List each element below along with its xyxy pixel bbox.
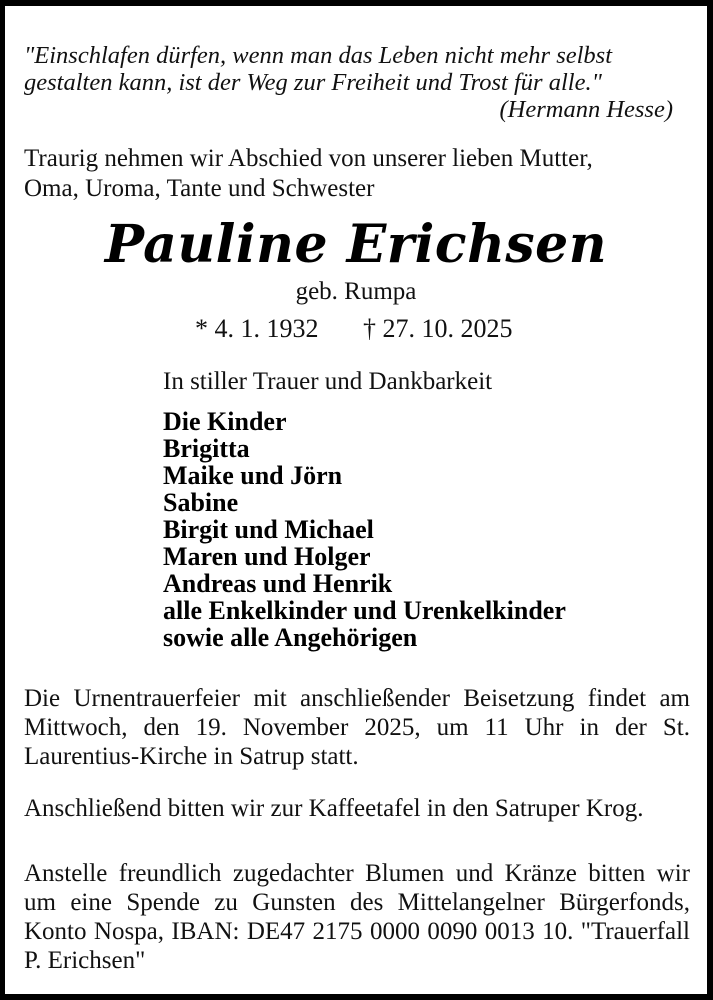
mourner-item: sowie alle Angehörigen bbox=[163, 623, 418, 652]
intro-line-1: Traurig nehmen wir Abschied von unserer lieben Mutter, bbox=[24, 145, 593, 172]
mourner-item: Sabine bbox=[163, 488, 239, 517]
mourner-item: Die Kinder bbox=[163, 407, 287, 436]
funeral-details: Die Urnentrauerfeier mit anschließender Beisetzung findet am Mittwoch, den 19. November 2025, um 11 Uhr in der St. Laurentius-Kirche in Satrup statt. bbox=[24, 685, 690, 770]
mourner-item: Andreas und Henrik bbox=[163, 569, 393, 598]
intro-line-2: Oma, Uroma, Tante und Schwester bbox=[24, 175, 375, 202]
mourning-heading: In stiller Trauer und Dankbarkeit bbox=[163, 368, 493, 395]
mourners-list bbox=[163, 408, 566, 651]
obituary-notice bbox=[5, 6, 707, 994]
reception-details: Anschließend bitten wir zur Kaffeetafel in den Satruper Krog. bbox=[24, 795, 644, 822]
quote-author: (Hermann Hesse) bbox=[499, 96, 673, 123]
birth-date: * 4. 1. 1932 bbox=[195, 314, 319, 343]
deceased-name: Pauline Erichsen bbox=[104, 214, 608, 275]
mourner-item: Maike und Jörn bbox=[163, 461, 343, 490]
death-date: † 27. 10. 2025 bbox=[363, 314, 513, 343]
mourner-item: alle Enkelkinder und Urenkelkinder bbox=[163, 596, 566, 625]
quote-line-2: gestalten kann, ist der Weg zur Freiheit und Trost für alle." bbox=[24, 69, 602, 96]
maiden-name: geb. Rumpa bbox=[295, 278, 417, 305]
donation-details: Anstelle freundlich zugedachter Blumen und Kränze bitten wir um eine Spende zu Gunsten des Mittelangelner Bürgerfonds, Konto Nospa, IBAN: DE47 2175 0000 0090 0013 10. "Trauerfall P. Erichsen" bbox=[24, 860, 690, 974]
mourner-item: Brigitta bbox=[163, 434, 250, 463]
mourner-item: Birgit und Michael bbox=[163, 515, 374, 544]
quote-line-1: "Einschlafen dürfen, wenn man das Leben nicht mehr selbst bbox=[24, 42, 613, 69]
mourner-item: Maren und Holger bbox=[163, 542, 371, 571]
